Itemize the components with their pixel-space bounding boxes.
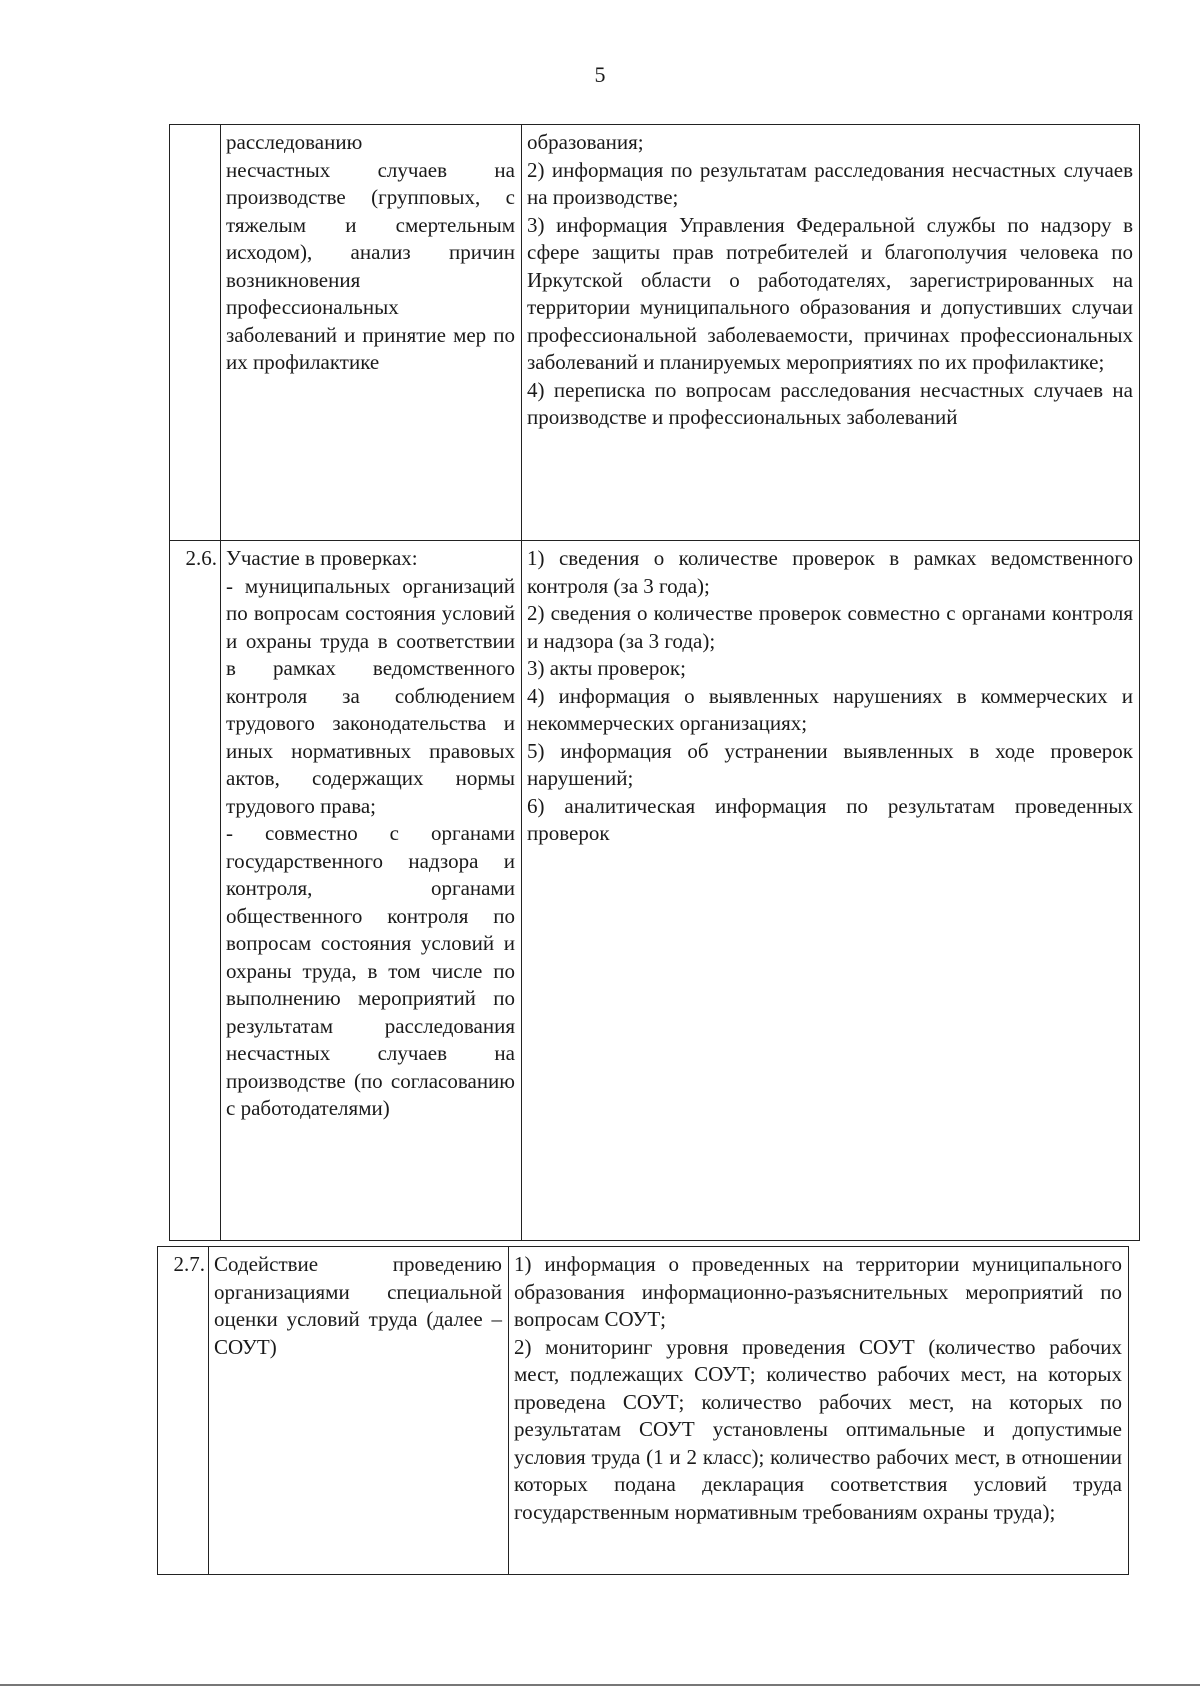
activity-text: расследованию несчастных случаев на производстве (групповых, с тяжелым и смертельным исходом), анализ причин возникновения профессиональных заболеваний и принятие мер по их профилактике	[226, 130, 515, 374]
documents-item: 5) информация об устранении выявленных в ходе проверок нарушений;	[527, 738, 1133, 790]
page-number: 5	[594, 62, 606, 87]
activity-cell	[209, 1247, 509, 1575]
documents-item: 2) информация по результатам расследования несчастных случаев на производстве;	[527, 157, 1133, 209]
table-row	[170, 541, 1140, 1241]
documents-cell	[509, 1247, 1129, 1575]
documents-item: 1) информация о проведенных на территории муниципального образования информационно-разъяснительных мероприятий по вопросам СОУТ;	[514, 1252, 1122, 1331]
row-number-cell	[170, 125, 221, 541]
documents-item: 4) информация о выявленных нарушениях в коммерческих и некоммерческих организациях;	[527, 683, 1133, 735]
table-row	[158, 1247, 1129, 1575]
documents-item: 6) аналитическая информация по результатам проведенных проверок	[527, 793, 1133, 845]
documents-item: 2) мониторинг уровня проведения СОУТ (количество рабочих мест, подлежащих СОУТ; количество рабочих мест, на которых проведена СОУТ; количество рабочих мест, на которых по результатам СОУТ установлены оптимальные и допустимые условия труда (1 и 2 класс); количество рабочих мест, в отношении которых подана декларация соответствия условий труда государственным нормативным требованиям охраны труда);	[514, 1334, 1122, 1524]
scan-bottom-edge	[0, 1684, 1200, 1686]
documents-item: 3) акты проверок;	[527, 656, 686, 680]
activity-cell	[221, 541, 522, 1241]
document-table-upper	[169, 124, 1140, 1241]
row-number-cell: 2.7.	[158, 1247, 209, 1575]
documents-item: 4) переписка по вопросам расследования несчастных случаев на производстве и профессиональных заболеваний	[527, 377, 1133, 429]
table-row	[170, 125, 1140, 541]
documents-cell	[522, 125, 1140, 541]
activity-text: Содействие проведению организациями специальной оценки условий труда (далее – СОУТ)	[214, 1252, 502, 1359]
documents-item: 1) сведения о количестве проверок в рамках ведомственного контроля (за 3 года);	[527, 546, 1133, 598]
activity-cell	[221, 125, 522, 541]
documents-item: образования;	[527, 130, 644, 154]
document-table-lower	[157, 1246, 1129, 1575]
documents-item: 3) информация Управления Федеральной службы по надзору в сфере защиты прав потребителей и благополучия человека по Иркутской области о работодателях, зарегистрированных на территории муниципального образования и допустивших случаи профессиональной заболеваемости, причинах профессиональных заболеваний и планируемых мероприятиях по их профилактике;	[527, 212, 1133, 374]
documents-cell	[522, 541, 1140, 1241]
documents-item: 2) сведения о количестве проверок совместно с органами контроля и надзора (за 3 года);	[527, 601, 1133, 653]
activity-text: - муниципальных организаций по вопросам состояния условий и охраны труда в соответствии в рамках ведомственного контроля за соблюдением трудового законодательства и иных нормативных правовых актов, содержащих нормы трудового права;	[226, 573, 515, 818]
activity-text: Участие в проверках:	[226, 546, 418, 570]
row-number-cell: 2.6.	[170, 541, 221, 1241]
activity-text: - совместно с органами государственного надзора и контроля, органами общественного контроля по вопросам состояния условий и охраны труда, в том числе по выполнению мероприятий по результатам расследования несчастных случаев на производстве (по согласованию с работодателями)	[226, 821, 515, 1120]
